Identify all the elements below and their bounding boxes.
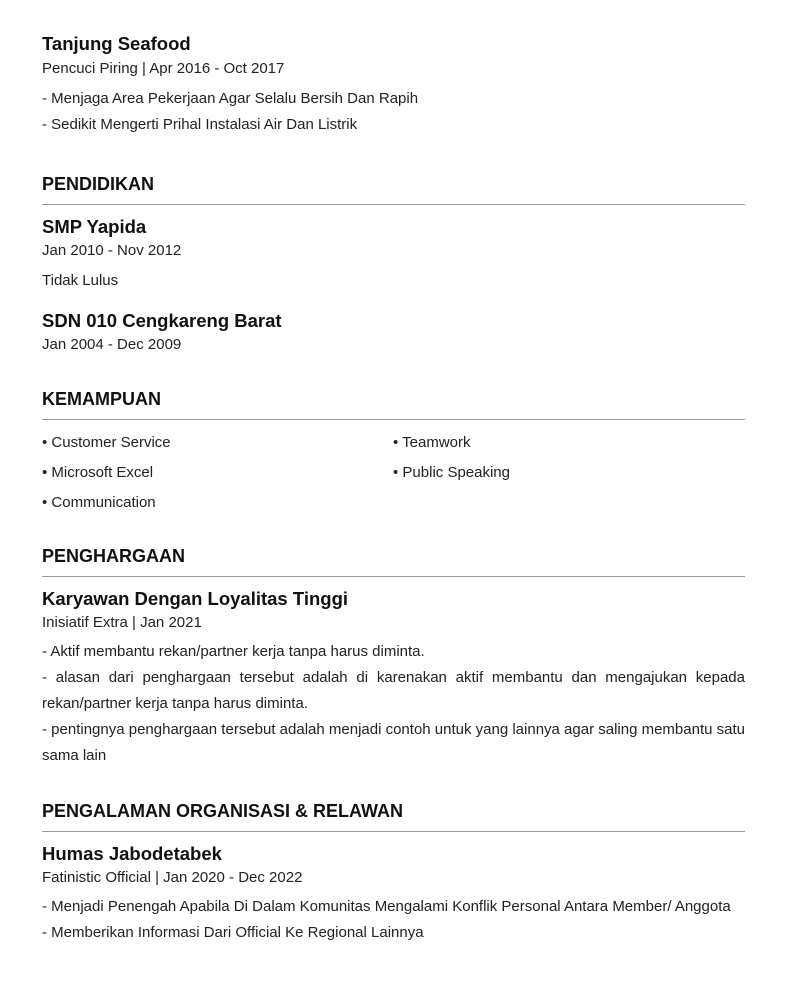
skills-list [42, 430, 745, 516]
skill-item: • Communication [42, 494, 156, 511]
skills-section [42, 387, 745, 516]
org-title: Humas Jabodetabek [42, 843, 222, 864]
experience-entry [42, 32, 745, 138]
org-line: - Memberikan Informasi Dari Official Ke Regional Lainnya [42, 924, 424, 941]
award-title: Karyawan Dengan Loyalitas Tinggi [42, 588, 349, 609]
job-title: Tanjung Seafood [42, 33, 191, 54]
section-heading-skills: KEMAMPUAN [42, 387, 745, 420]
org-line: - Menjadi Penengah Apabila Di Dalam Komunitas Mengalami Konflik Personal Antara Member/ Anggota [42, 898, 731, 915]
section-heading-education: PENDIDIKAN [42, 172, 745, 205]
resume-page [42, 30, 745, 946]
school-date: Jan 2010 - Nov 2012 [42, 242, 182, 259]
job-bullet: - Menjaga Area Pekerjaan Agar Selalu Bersih Dan Rapih [42, 90, 419, 107]
award-line: - pentingnya penghargaan tersebut adalah menjadi contoh untuk yang lainnya agar saling membantu satu sama lain [42, 721, 745, 764]
school-note: Tidak Lulus [42, 272, 119, 289]
job-subtitle: Pencuci Piring | Apr 2016 - Oct 2017 [42, 60, 285, 77]
awards-section [42, 544, 745, 769]
organization-section [42, 799, 745, 946]
school-title: SDN 010 Cengkareng Barat [42, 310, 282, 331]
skill-item: • Microsoft Excel [42, 464, 154, 481]
job-bullet: - Sedikit Mengerti Prihal Instalasi Air Dan Listrik [42, 116, 358, 133]
skill-item: • Public Speaking [393, 464, 510, 481]
award-line: - alasan dari penghargaan tersebut adalah di karenakan aktif membantu dan mengajukan kepada rekan/partner kerja tanpa harus diminta. [42, 669, 745, 712]
org-subtitle: Fatinistic Official | Jan 2020 - Dec 2022 [42, 869, 303, 886]
school-date: Jan 2004 - Dec 2009 [42, 336, 182, 353]
section-heading-awards: PENGHARGAAN [42, 544, 745, 577]
education-section [42, 172, 745, 357]
section-heading-organization: PENGALAMAN ORGANISASI & RELAWAN [42, 799, 745, 832]
skill-item: • Teamwork [393, 434, 471, 451]
skill-item: • Customer Service [42, 434, 171, 451]
school-title: SMP Yapida [42, 216, 147, 237]
award-line: - Aktif membantu rekan/partner kerja tanpa harus diminta. [42, 643, 425, 660]
award-subtitle: Inisiatif Extra | Jan 2021 [42, 614, 202, 631]
